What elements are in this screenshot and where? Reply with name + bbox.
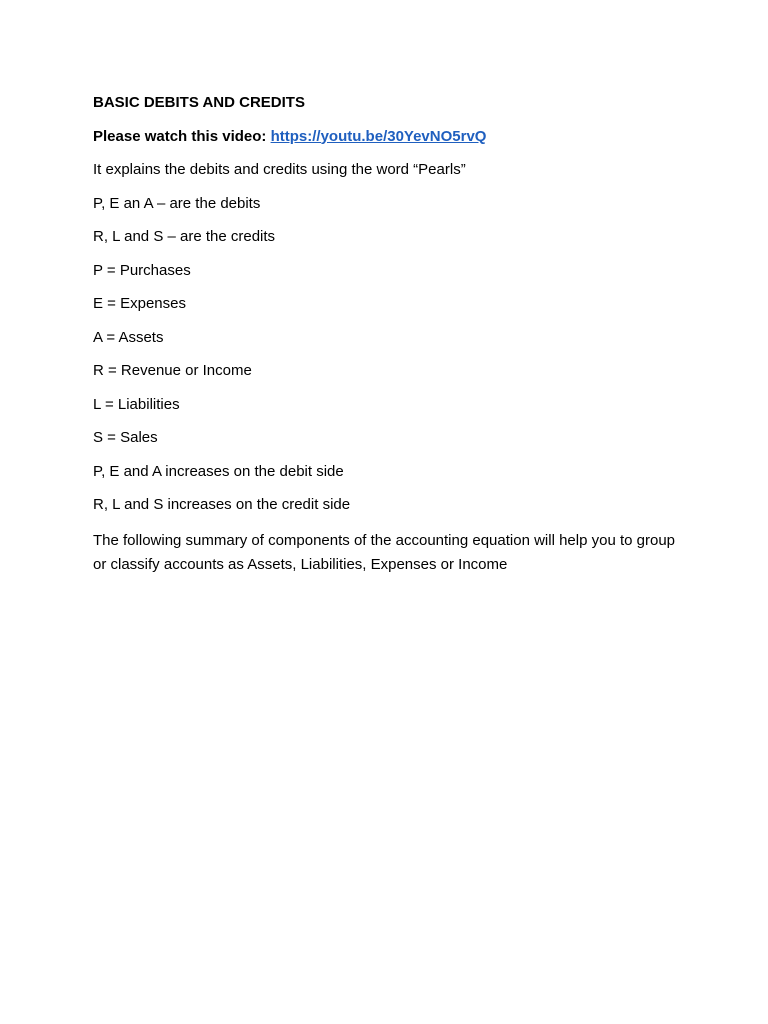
credit-increase-line: R, L and S increases on the credit side xyxy=(93,496,351,513)
intro-text: It explains the debits and credits using the word “Pearls” xyxy=(93,161,466,178)
video-link[interactable]: https://youtu.be/30YevNO5rvQ xyxy=(270,127,487,145)
summary-paragraph: The following summary of components of the accounting equation will help you to group or classify accounts as Assets, Liabilities, Expenses or Income xyxy=(93,531,676,573)
video-line xyxy=(93,127,675,147)
liabilities-line: L = Liabilities xyxy=(93,395,180,413)
purchases-line: P = Purchases xyxy=(93,261,191,279)
assets-line: A = Assets xyxy=(93,328,164,346)
document-body xyxy=(93,93,675,577)
debits-line: P, E an A – are the debits xyxy=(93,194,261,212)
expenses-line: E = Expenses xyxy=(93,295,186,312)
revenue-line: R = Revenue or Income xyxy=(93,362,252,379)
document-title: BASIC DEBITS AND CREDITS xyxy=(93,94,305,111)
video-prompt: Please watch this video: xyxy=(93,127,267,145)
debit-increase-line: P, E and A increases on the debit side xyxy=(93,462,344,480)
credits-line: R, L and S – are the credits xyxy=(93,228,276,245)
sales-line: S = Sales xyxy=(93,429,158,446)
